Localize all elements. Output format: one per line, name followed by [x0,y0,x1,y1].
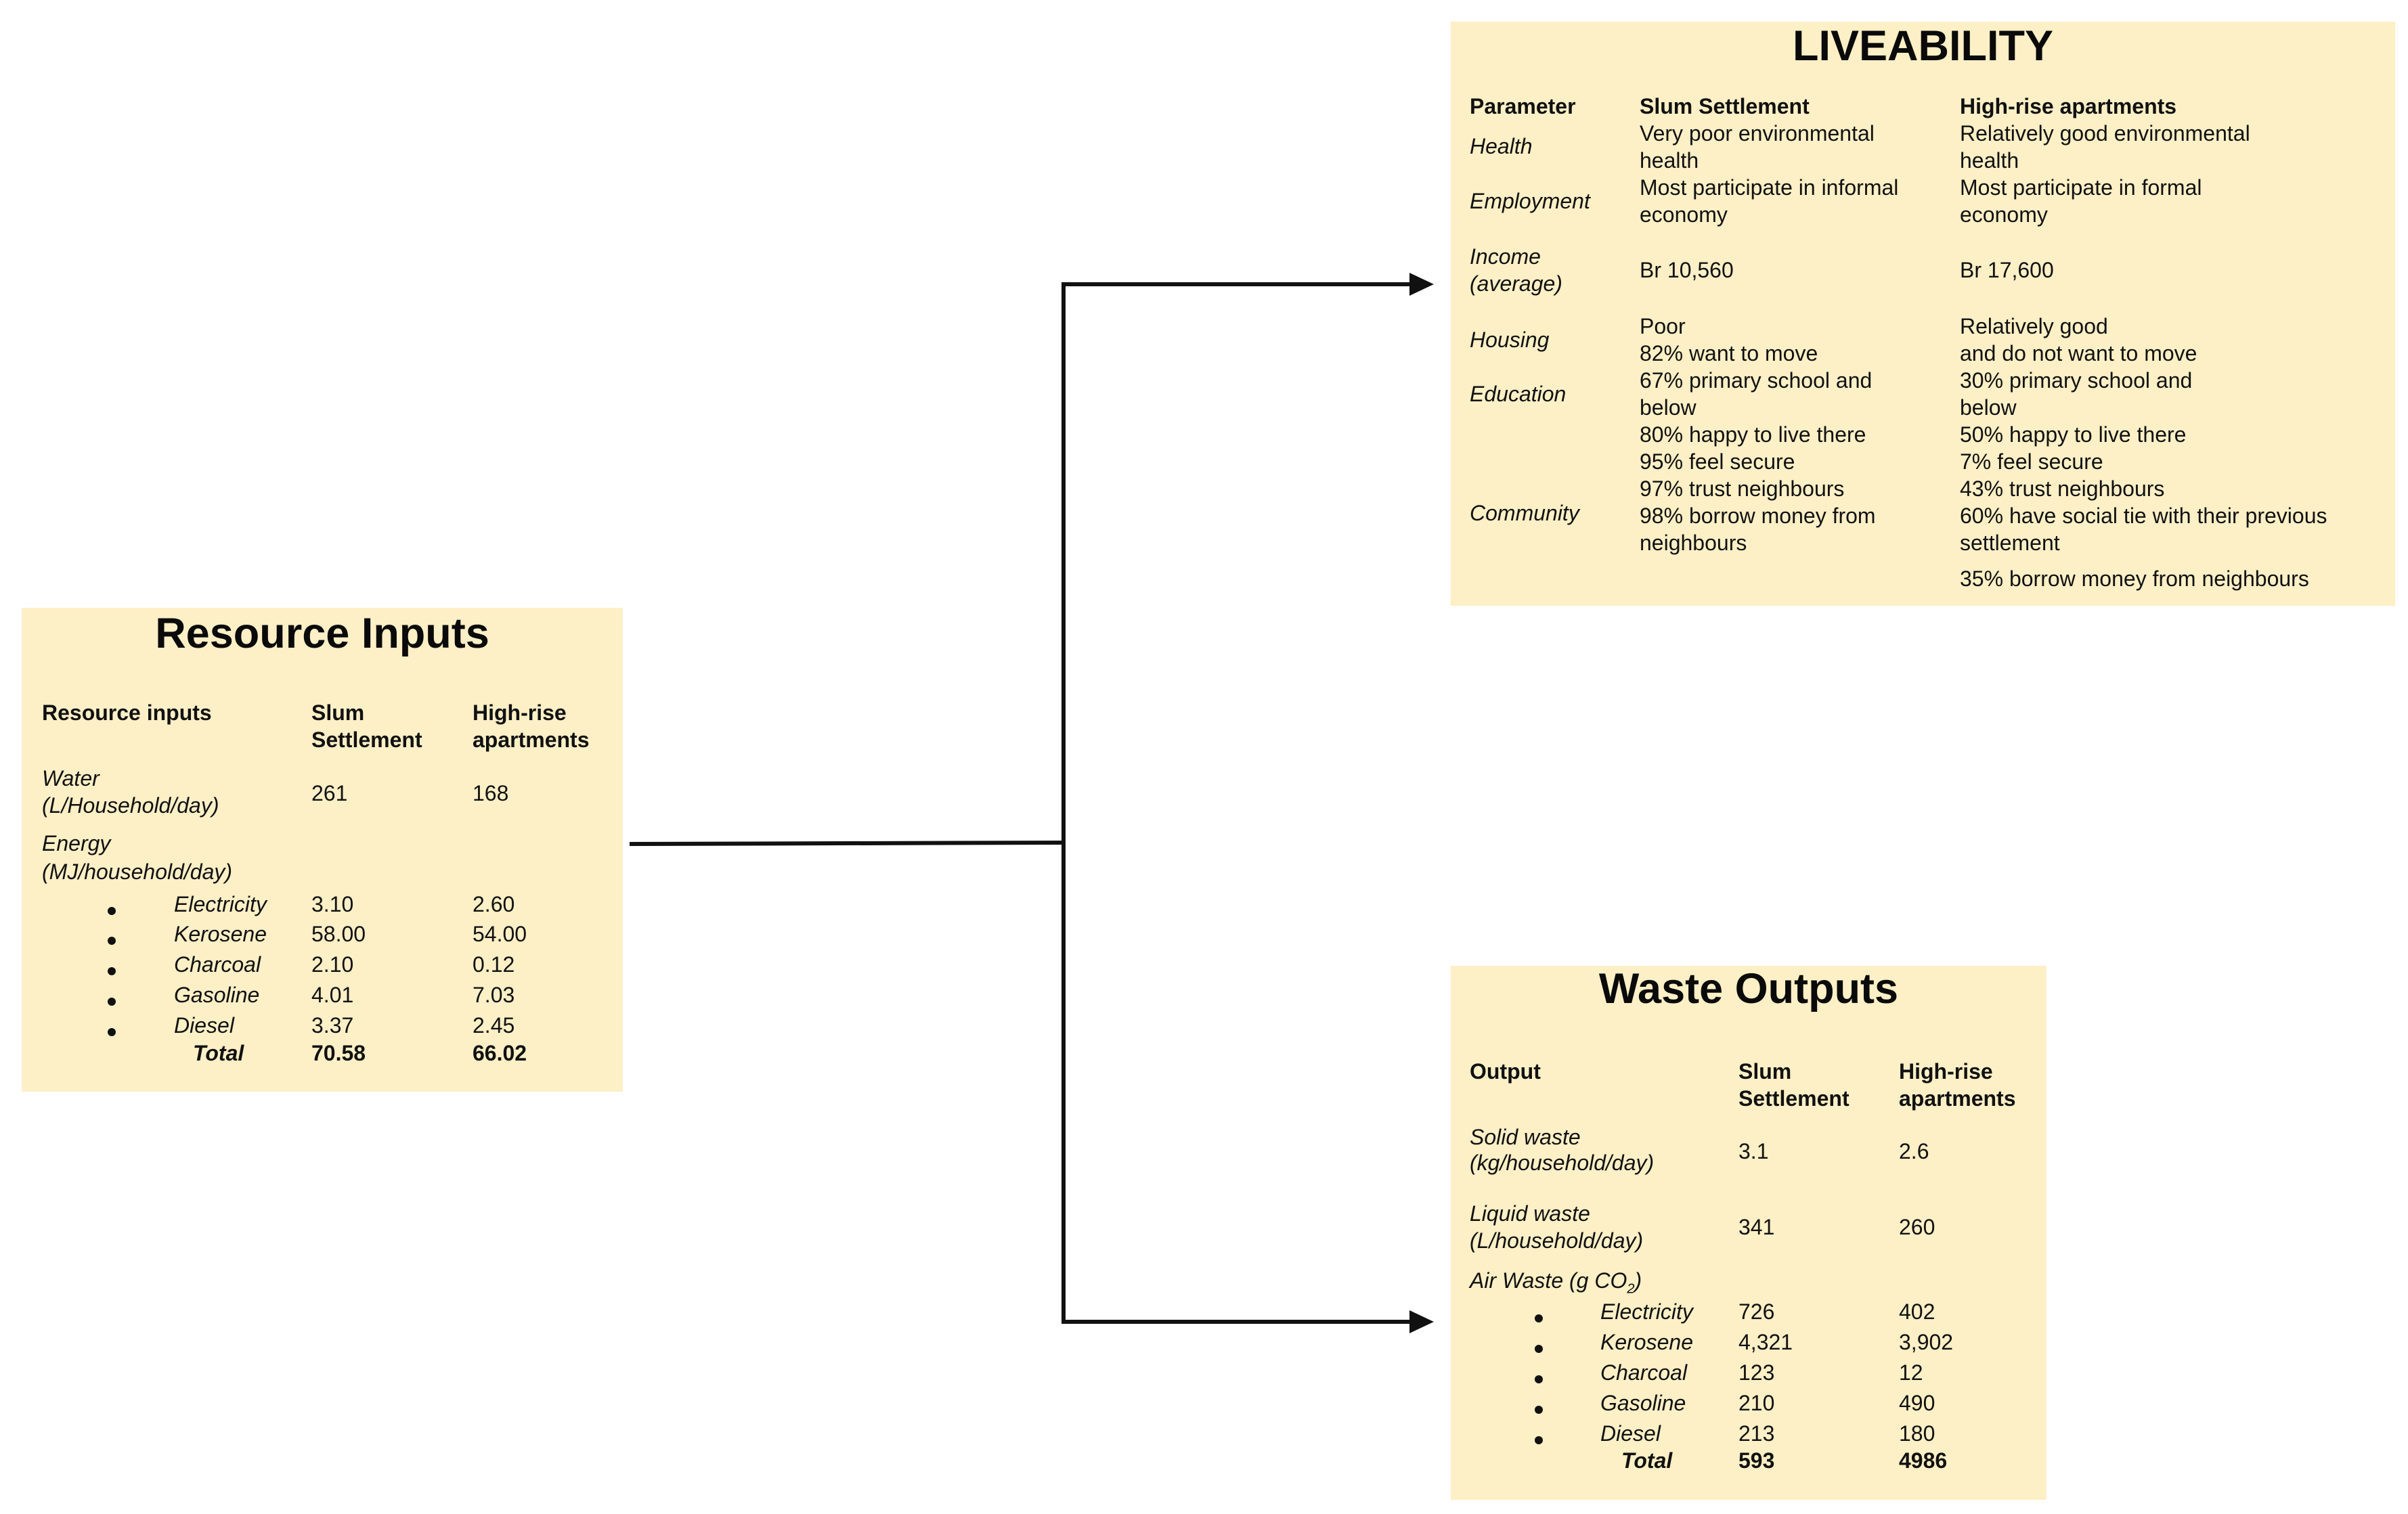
air-waste-label [1470,1267,1642,1302]
energy-item-highrise: 0.12 [473,952,515,977]
air-item-highrise: 3,902 [1899,1330,1954,1354]
energy-item-highrise: 2.45 [473,1013,515,1038]
header-slum-2: Settlement [311,728,422,752]
header-slum: Slum [311,700,365,725]
air-item-label: Diesel [1600,1421,1661,1446]
arrowhead-waste [1409,1310,1434,1333]
resource-inputs-panel [22,608,623,1092]
liquid-waste-unit: (L/household/day) [1470,1228,1644,1253]
bullet-icon [108,967,116,975]
air-item-slum: 210 [1738,1391,1775,1415]
header-highrise: High-rise [1899,1059,1993,1084]
header-highrise: High-rise [473,700,567,725]
energy-item-slum: 4.01 [311,983,354,1007]
housing-label: Housing [1470,328,1550,352]
air-item-label: Gasoline [1600,1391,1686,1415]
energy-total-label: Total [193,1041,244,1065]
air-item-label: Charcoal [1600,1360,1688,1385]
air-total-highrise: 4986 [1899,1448,1948,1473]
education-highrise-1: 30% primary school and [1960,368,2193,393]
community-label: Community [1470,501,1579,525]
liquid-waste-label: Liquid waste [1470,1201,1590,1226]
health-highrise-1: Relatively good environmental [1960,121,2250,146]
energy-item-label: Gasoline [174,983,260,1007]
resource-inputs-title: Resource Inputs [155,610,489,657]
co2-subscript: 2 [1627,1281,1635,1297]
energy-total-slum: 70.58 [311,1041,366,1065]
arrowhead-liveability [1409,273,1434,296]
health-slum-1: Very poor environmental [1640,121,1875,146]
water-label: Water [42,766,100,791]
waste-outputs-panel [1451,966,2046,1500]
community-highrise-line: 35% borrow money from neighbours [1960,566,2309,591]
bullet-icon [108,907,116,915]
water-slum: 261 [311,781,348,805]
employment-label: Employment [1470,189,1590,213]
header-slum-2: Settlement [1738,1086,1849,1111]
housing-highrise-1: Relatively good [1960,314,2108,338]
solid-waste-highrise: 2.6 [1899,1139,1929,1163]
bullet-icon [1535,1375,1543,1383]
community-slum-line: neighbours [1640,531,1747,555]
air-total-label: Total [1621,1448,1673,1473]
connector-from-resources [630,843,1064,844]
employment-slum-2: economy [1640,202,1728,227]
energy-total-highrise: 66.02 [473,1041,527,1065]
solid-waste-label: Solid waste [1470,1125,1581,1149]
water-unit: (L/Household/day) [42,793,219,818]
header-parameter: Parameter [1470,94,1576,118]
bullet-icon [1535,1345,1543,1353]
community-highrise-line: 50% happy to live there [1960,422,2187,447]
header-highrise-apartments: High-rise apartments [1960,94,2177,118]
energy-item-highrise: 7.03 [473,983,515,1007]
energy-item-slum: 58.00 [311,922,366,946]
education-slum-2: below [1640,395,1696,420]
solid-waste-unit: (kg/household/day) [1470,1151,1655,1175]
energy-label: Energy [42,831,111,855]
water-highrise: 168 [473,781,509,805]
energy-unit: (MJ/household/day) [42,860,233,884]
air-item-highrise: 490 [1899,1391,1935,1415]
header-output: Output [1470,1059,1541,1084]
header-resource-inputs: Resource inputs [42,700,212,725]
air-waste-close: ) [1634,1268,1642,1293]
air-item-highrise: 402 [1899,1299,1935,1324]
air-item-slum: 123 [1738,1360,1775,1385]
education-slum-1: 67% primary school and [1640,368,1873,393]
energy-item-highrise: 54.00 [473,922,527,946]
energy-item-slum: 2.10 [311,952,354,977]
health-highrise-2: health [1960,148,2019,173]
header-highrise-2: apartments [473,728,590,752]
health-slum-2: health [1640,148,1699,173]
education-label: Education [1470,382,1567,406]
air-item-label: Electricity [1600,1299,1693,1324]
bullet-icon [1535,1314,1543,1322]
air-item-highrise: 12 [1899,1360,1923,1385]
community-slum-line: 80% happy to live there [1640,422,1866,447]
employment-highrise-2: economy [1960,202,2048,227]
bullet-icon [108,1028,116,1036]
bullet-icon [1535,1406,1543,1414]
health-label: Health [1470,134,1533,158]
header-slum: Slum [1738,1059,1792,1084]
liquid-waste-highrise: 260 [1899,1215,1935,1239]
housing-highrise-2: and do not want to move [1960,341,2197,365]
income-slum: Br 10,560 [1640,258,1734,282]
community-highrise-line: 60% have social tie with their previous [1960,504,2327,528]
community-slum-line: 97% trust neighbours [1640,476,1845,501]
community-highrise-line: settlement [1960,531,2060,555]
air-item-slum: 4,321 [1738,1330,1793,1354]
energy-item-label: Electricity [174,892,267,916]
energy-item-slum: 3.37 [311,1013,354,1038]
income-label-2: (average) [1470,271,1562,296]
bullet-icon [108,937,116,945]
housing-slum-1: Poor [1640,314,1686,338]
bullet-icon [1535,1436,1543,1444]
header-highrise-2: apartments [1899,1086,2016,1111]
air-item-slum: 213 [1738,1421,1775,1446]
energy-item-slum: 3.10 [311,892,354,916]
air-item-slum: 726 [1738,1299,1775,1324]
air-waste-text: Air Waste (g CO [1470,1268,1627,1293]
solid-waste-slum: 3.1 [1738,1139,1769,1163]
energy-item-label: Charcoal [174,952,261,977]
community-slum-line: 98% borrow money from [1640,504,1876,528]
air-total-slum: 593 [1738,1448,1775,1473]
energy-item-label: Kerosene [174,922,267,946]
income-label: Income [1470,244,1541,269]
employment-highrise-1: Most participate in formal [1960,175,2202,200]
community-highrise-line: 7% feel secure [1960,449,2103,474]
liveability-panel [1451,22,2395,606]
energy-item-highrise: 2.60 [473,892,515,916]
employment-slum-1: Most participate in informal [1640,175,1899,200]
liquid-waste-slum: 341 [1738,1215,1775,1239]
community-slum-line: 95% feel secure [1640,449,1795,474]
education-highrise-2: below [1960,395,2017,420]
air-item-label: Kerosene [1600,1330,1693,1354]
bullet-icon [108,998,116,1006]
header-slum-settlement: Slum Settlement [1640,94,1810,118]
energy-item-label: Diesel [174,1013,234,1038]
air-item-highrise: 180 [1899,1421,1935,1446]
income-highrise: Br 17,600 [1960,258,2054,282]
housing-slum-2: 82% want to move [1640,341,1818,365]
waste-outputs-title: Waste Outputs [1598,965,1899,1012]
community-highrise-line: 43% trust neighbours [1960,476,2165,501]
liveability-title: LIVEABILITY [1792,22,2053,70]
